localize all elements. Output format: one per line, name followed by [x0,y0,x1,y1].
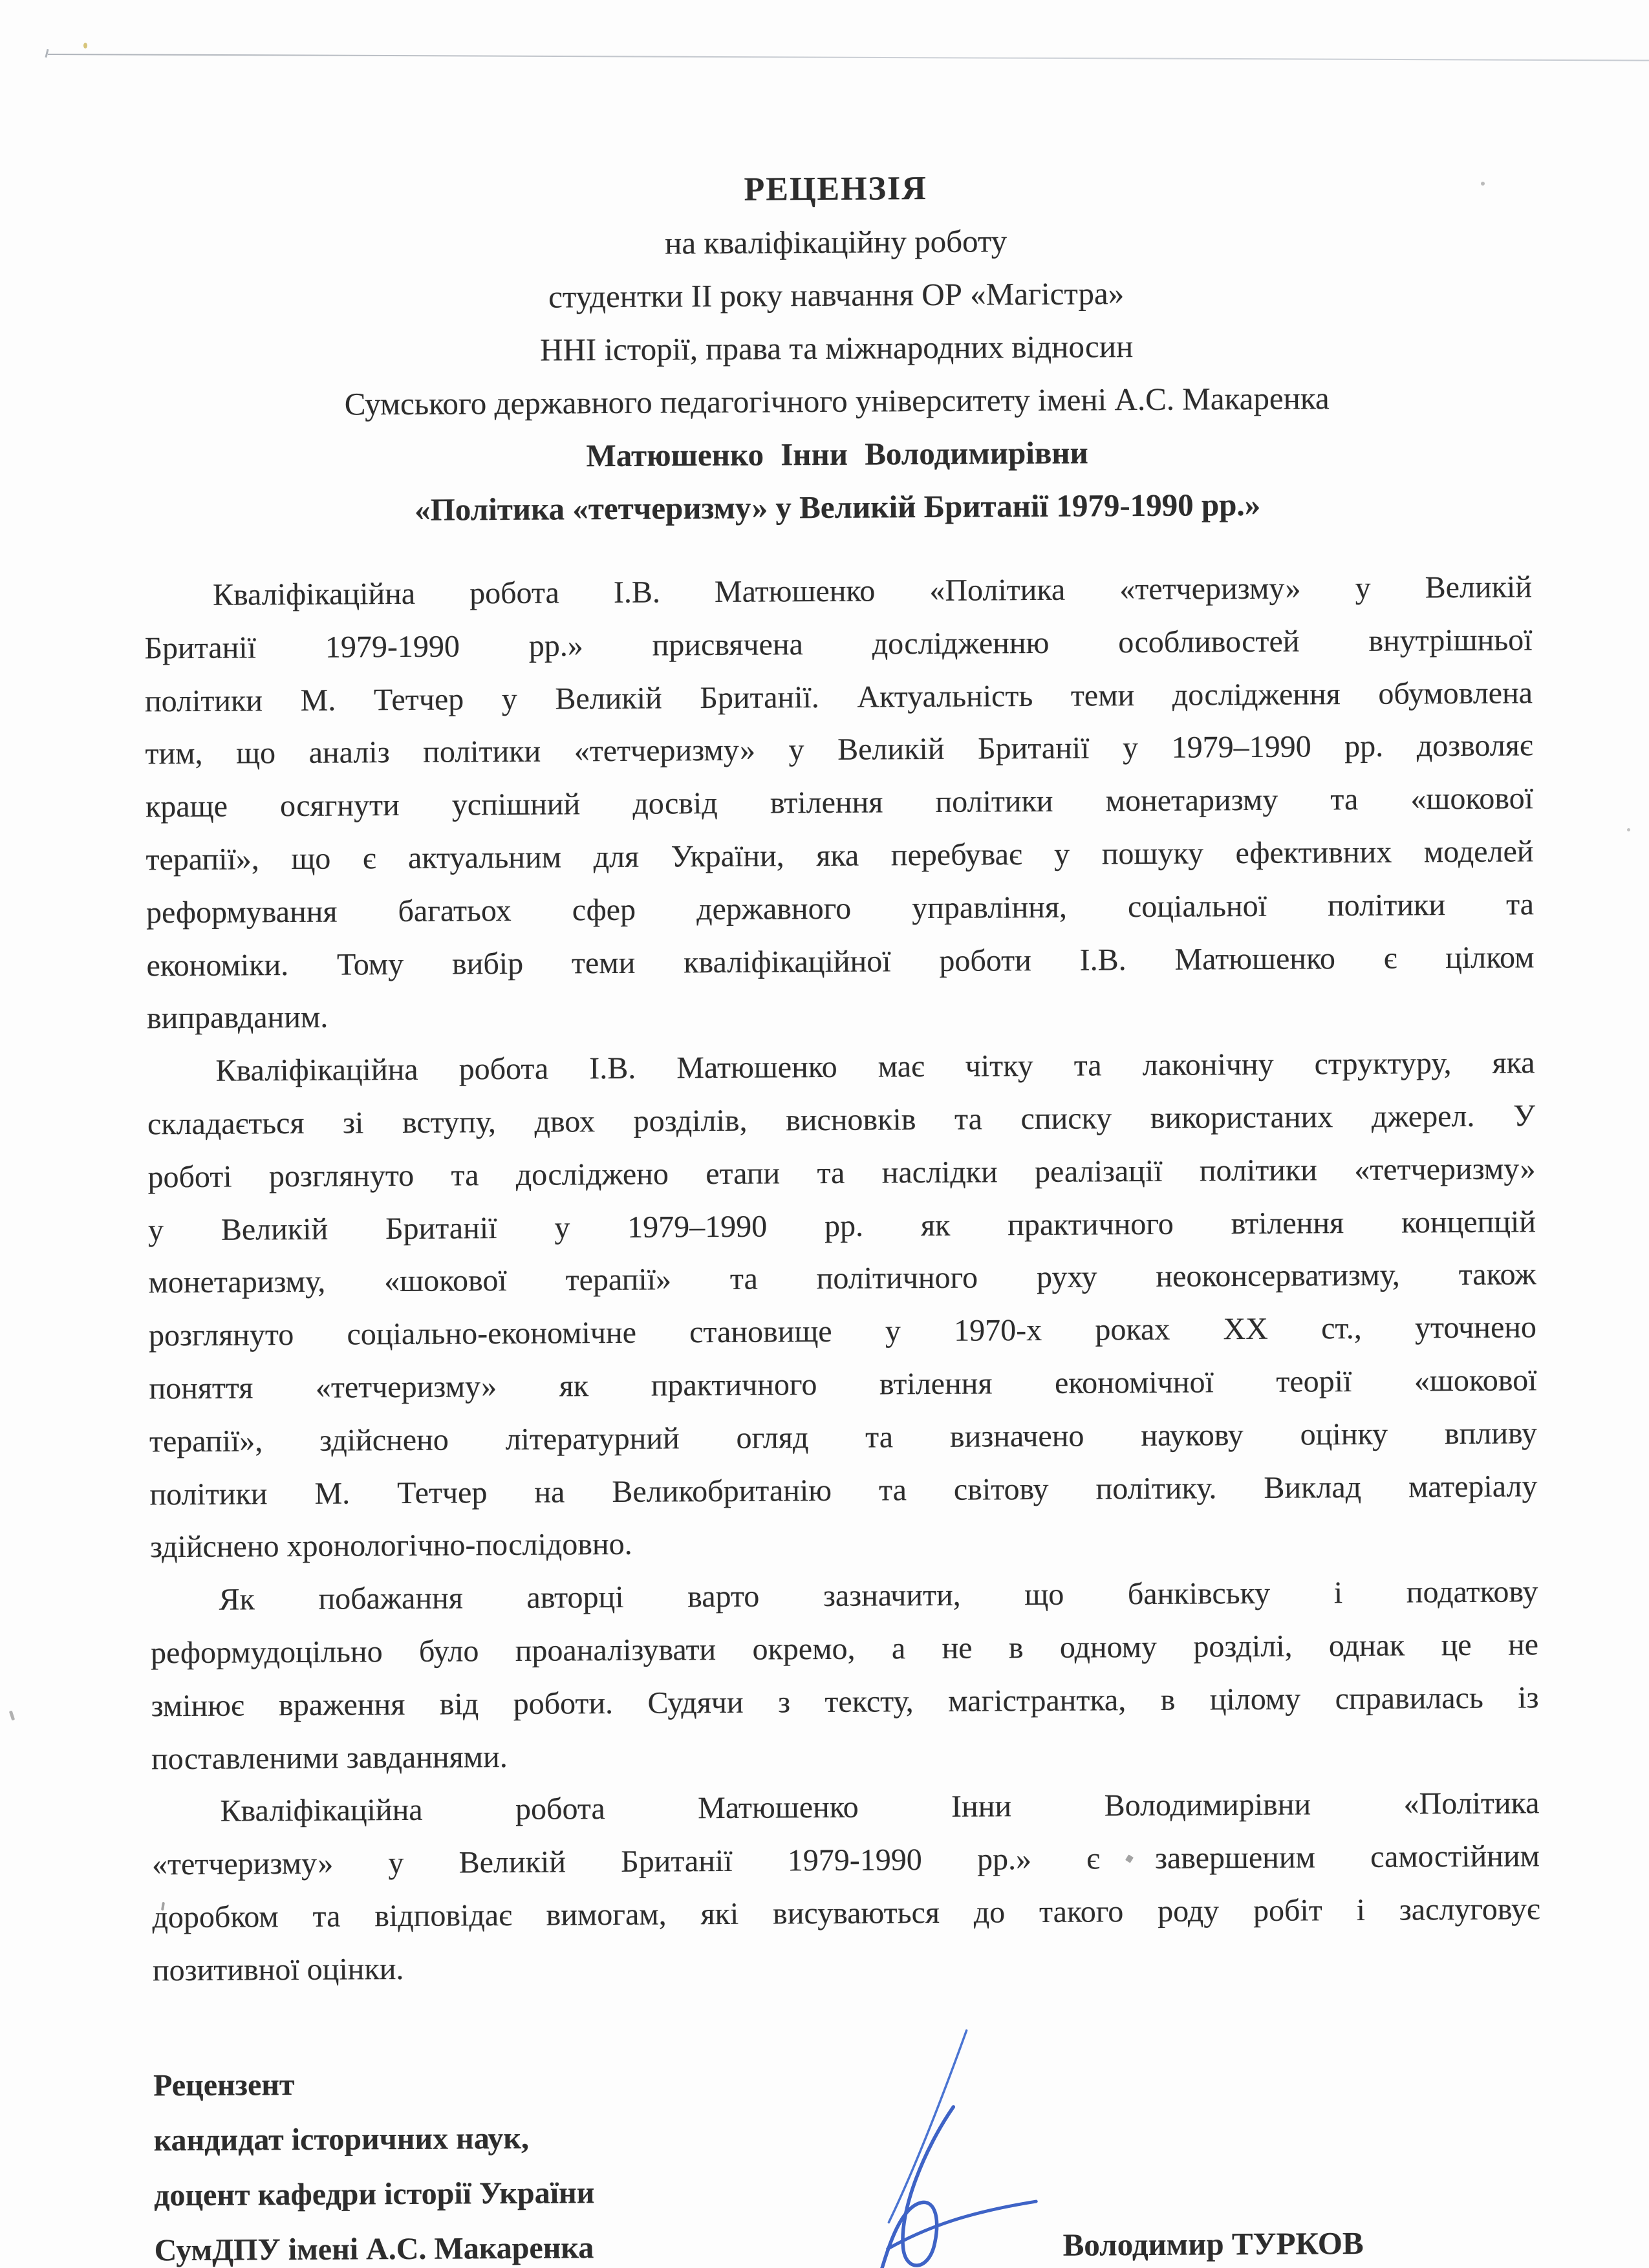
body-line: тим, що аналіз політики «тетчеризму» у Великій Британії у 1979–1990 рр. дозволяє [145,728,1533,771]
reviewer-name: Володимир ТУРКОВ [1062,2225,1364,2263]
body-line: здійснено хронологічно-послідовно. [149,1527,632,1565]
body-line: Кваліфікаційна робота І.В. Матюшенко «Політика «тетчеризму» у Великій [212,570,1533,612]
body-line: реформування багатьох сфер державного управління, соціальної політики та [146,887,1535,930]
body-line: виправданим. [146,1000,329,1036]
body-line: позитивної оцінки. [152,1951,404,1988]
body-line: Кваліфікаційна робота І.В. Матюшенко має чітку та лаконічну структуру, яка [215,1045,1535,1088]
body-line: політики М. Тетчер у Великій Британії. Актуальність теми дослідження обумовлена [144,675,1533,719]
body-line: Британії 1979-1990 рр.» присвячена дослідженню особливостей внутрішньої [144,623,1533,666]
review-body [144,561,1540,1997]
header-subtitle-line: ННІ історії, права та міжнародних відносин [539,328,1134,368]
body-line: поняття «тетчеризму» як практичного втілення економічної теорії «шокової [149,1363,1537,1406]
body-line: реформудоцільно було проаналізувати окремо, а не в одному розділі, однак це не [150,1627,1539,1671]
reviewer-role-line: доцент кафедри історії України [153,2175,595,2212]
reviewer-role-line: кандидат історичних наук, [153,2121,530,2157]
body-line: політики М. Тетчер на Великобританію та світову політику. Виклад матеріалу [149,1468,1538,1512]
body-line: поставленими завданнями. [151,1739,508,1776]
body-line: економіки. Тому вибір теми кваліфікаційної роботи І.В. Матюшенко є цілком [146,939,1535,983]
body-line: роботі розглянуто та досліджено етапи та наслідки реалізації політики «тетчеризму» [147,1151,1536,1195]
body-line: доробком та відповідає вимогам, які висуваються до такого роду робіт і заслуговує [152,1892,1540,1935]
body-line: Як побажання авторці варто зазначити, що банківську і податкову [219,1574,1538,1617]
reviewer-role-line: Рецензент [153,2067,295,2102]
body-line: у Великій Британії у 1979–1990 рр. як практичного втілення концепцій [147,1204,1536,1247]
signature-section [153,2049,1542,2268]
body-line: монетаризму, «шокової терапії» та політичного руху неоконсерватизму, також [148,1257,1536,1300]
student-name: Матюшенко Інни Володимирівни [586,434,1088,474]
header-subtitle-line: студентки ІІ року навчання ОР «Магістра» [548,275,1125,315]
body-line: розглянуто соціально-економічне становище у 1970-х роках ХХ ст., уточнено [148,1310,1537,1353]
reviewer-role-line: СумДПУ імені А.С. Макаренка [154,2230,594,2267]
document-title: РЕЦЕНЗІЯ [744,170,927,208]
header-subtitle-line: на кваліфікаційну роботу [665,223,1008,261]
body-line: терапії», здійснено літературний огляд та визначено наукову оцінку впливу [149,1416,1538,1459]
body-line: Кваліфікаційна робота Матюшенко Інни Володимирівни «Політика [220,1786,1540,1829]
work-title: «Політика «тетчеризму» у Великій Британії 1979-1990 рр.» [415,486,1261,528]
body-line: «тетчеризму» у Великій Британії 1979-1990 рр.» є завершеним самостійним [151,1839,1540,1882]
body-line: терапії», що є актуальним для України, яка перебуває у пошуку ефективних моделей [146,834,1534,877]
body-line: краще осягнути успішний досвід втілення політики монетаризму та «шокової [145,781,1534,824]
header-subtitle-line: Сумського державного педагогічного університету імені А.С. Макаренка [344,380,1330,422]
body-line: складається зі вступу, двох розділів, висновків та списку використаних джерел. У [147,1098,1536,1142]
signature-ink [826,2024,1041,2268]
body-line: змінює враження від роботи. Судячи з тексту, магістрантка, в цілому справилась із [151,1680,1539,1724]
